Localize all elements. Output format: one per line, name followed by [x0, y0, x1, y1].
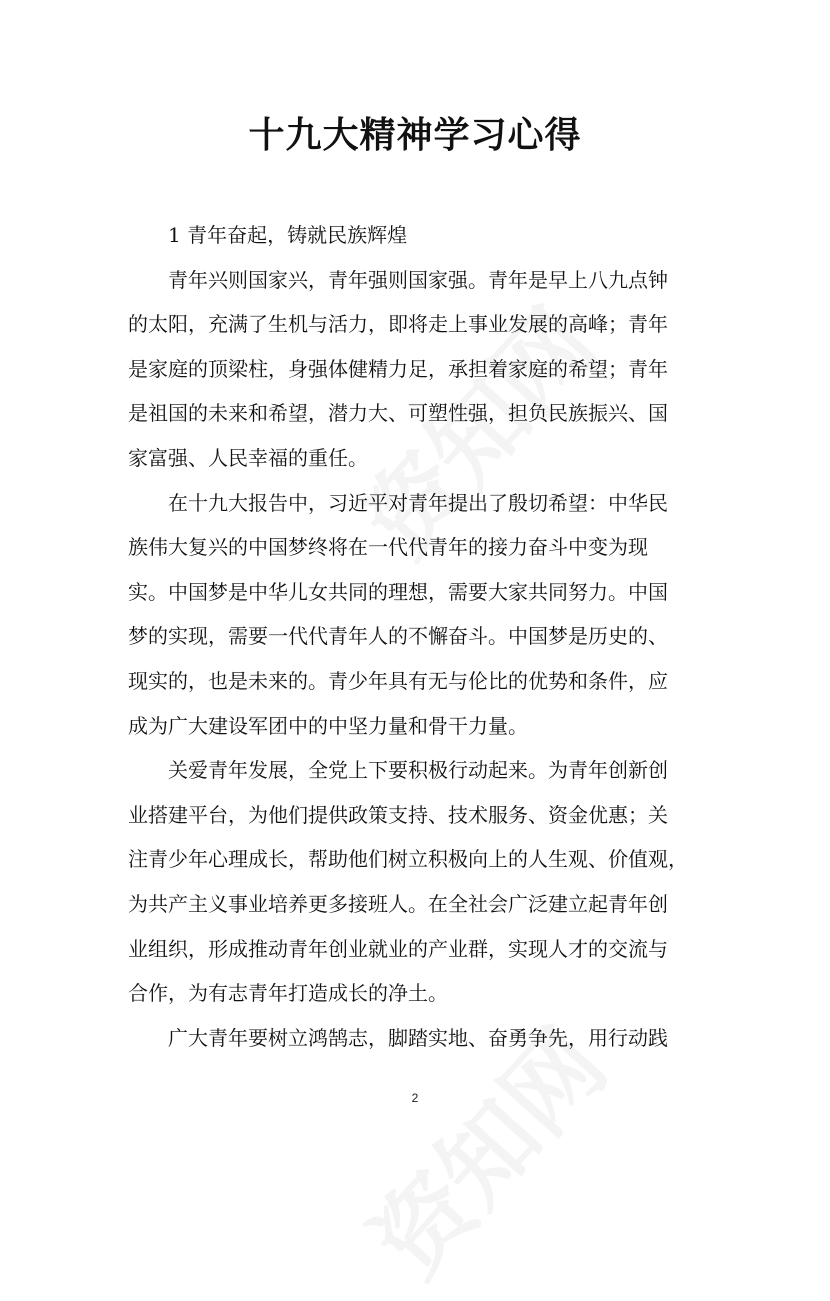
- text-line: 合作，为有志青年打造成长的净土。: [128, 981, 448, 1006]
- text-line: 关爱青年发展，全党上下要积极行动起来。为青年创新创: [168, 758, 668, 783]
- page-title: 十九大精神学习心得: [248, 115, 582, 156]
- text-line: 注青少年心理成长，帮助他们树立积极向上的人生观、价值观，: [128, 847, 688, 872]
- paragraph-4: [128, 1016, 702, 1061]
- text-line: 家富强、人民幸福的重任。: [128, 445, 368, 470]
- text-line: 的太阳，充满了生机与活力，即将走上事业发展的高峰；青年: [128, 312, 668, 337]
- paragraph-3: [128, 748, 702, 1016]
- text-line: 实。中国梦是中华儿女共同的理想，需要大家共同努力。中国: [128, 579, 668, 604]
- text-line: 是家庭的顶梁柱，身强体健精力足，承担着家庭的希望；青年: [128, 356, 668, 381]
- text-line: 青年兴则国家兴，青年强则国家强。青年是早上八九点钟: [168, 267, 668, 292]
- text-line: 成为广大建设军团中的中坚力量和骨干力量。: [128, 713, 528, 738]
- paragraph-2: [128, 481, 702, 749]
- text-line: 广大青年要树立鸿鹄志，脚踏实地、奋勇争先，用行动践: [168, 1025, 668, 1050]
- paragraph-1: [128, 258, 702, 481]
- section-heading: 1 青年奋起，铸就民族辉煌: [168, 223, 408, 247]
- text-line: 业搭建平台，为他们提供政策支持、技术服务、资金优惠；关: [128, 802, 668, 827]
- page-number: 2: [411, 1091, 419, 1105]
- document-body: [128, 213, 702, 1060]
- text-line: 是祖国的未来和希望，潜力大、可塑性强，担负民族振兴、国: [128, 401, 668, 426]
- text-line: 族伟大复兴的中国梦终将在一代代青年的接力奋斗中变为现: [128, 535, 648, 560]
- text-line: 现实的，也是未来的。青少年具有无与伦比的优势和条件，应: [128, 668, 668, 693]
- text-line: 为共产主义事业培养更多接班人。在全社会广泛建立起青年创: [128, 891, 668, 916]
- text-line: 在十九大报告中，习近平对青年提出了殷切希望：中华民: [168, 490, 668, 515]
- text-line: 业组织，形成推动青年创业就业的产业群，实现人才的交流与: [128, 936, 668, 961]
- text-line: 梦的实现，需要一代代青年人的不懈奋斗。中国梦是历史的、: [128, 624, 668, 649]
